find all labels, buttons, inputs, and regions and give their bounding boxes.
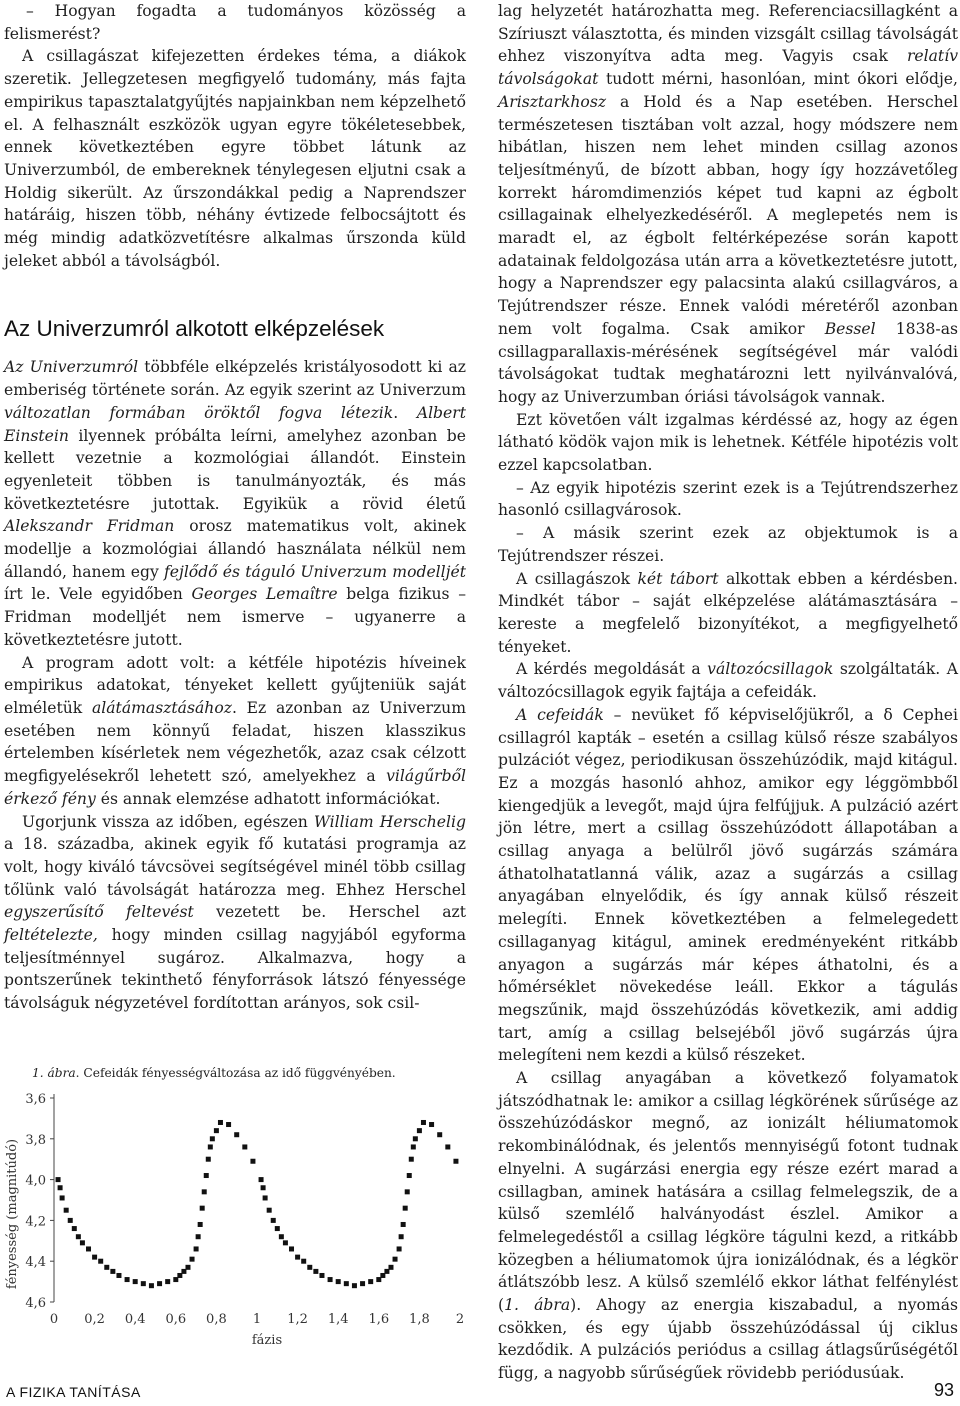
paragraph-nebulae: Ezt követően vált izgalmas kérdéssé az, hogy az égen látható ködök vajon mik is lehetnek. Kétféle hipotézis volt ezzel kapcsolatban.	[498, 410, 958, 475]
paragraph-intro-question: – Hogyan fogadta a tudományos közösség a felismerést?	[4, 2, 466, 43]
text-run: és annak elemzése adhatott információkat.	[95, 789, 441, 808]
data-point	[206, 1157, 211, 1162]
text-run: .	[393, 403, 417, 422]
data-point	[301, 1259, 306, 1264]
paragraph-herschel	[4, 811, 466, 1015]
italic-text-run: alátámasztásához	[91, 698, 232, 717]
data-point	[204, 1173, 209, 1178]
italic-text-run: Az Univerzumról	[4, 358, 139, 377]
x-tick-label: 0,8	[206, 1312, 227, 1327]
text-run: A program adott volt: a kétféle hipotézis híveinek empirikus adatokat, tényeket kellett gyűjteniük saját elméletük	[4, 653, 466, 717]
data-point	[80, 1240, 85, 1245]
data-point	[445, 1144, 450, 1149]
text-run: alkottak ebben a kérdésben. Mindkét tábor – saját elképzelése alátámasztására – kereste a megfelelő bizonyítékot, a megfigyelhető tényeket.	[498, 569, 958, 656]
data-point	[429, 1122, 434, 1127]
text-run: . Ez azonban az Univerzum esetében nem könnyű feladat, hiszen klasszikus értelemben kísérletek nem végezhetők, azaz csak célzott megfigyelésekről lehetett szó, amelyekhez a	[4, 698, 466, 786]
data-point	[283, 1240, 288, 1245]
data-point	[68, 1218, 73, 1223]
page-number: 93	[933, 1380, 954, 1400]
data-point	[200, 1206, 205, 1211]
right-column	[498, 0, 958, 1385]
data-point	[407, 1173, 412, 1178]
x-tick-label: 0,4	[124, 1312, 146, 1327]
paragraph-two-camps	[498, 568, 958, 659]
data-point	[110, 1269, 115, 1274]
text-run: lag helyzetét határozhatta meg. Referenciacsillagként a Szíriuszt választotta, és minden vizsgált csillag távolságát ehhez viszonyítva adta meg. Vagyis csak	[498, 2, 958, 66]
data-point	[437, 1132, 442, 1137]
data-point	[421, 1120, 426, 1125]
data-point	[413, 1136, 418, 1141]
data-point	[405, 1189, 410, 1194]
text-run: A csillagászok	[516, 569, 638, 588]
y-tick-label: 3,8	[25, 1132, 46, 1148]
y-tick-label: 4,4	[25, 1255, 46, 1271]
y-tick-label: 4,6	[25, 1296, 46, 1311]
paragraph-processes	[498, 1067, 958, 1385]
data-point	[263, 1195, 268, 1200]
italic-text-run: Albert Einstein	[4, 403, 466, 445]
data-point	[56, 1177, 61, 1182]
italic-text-run: világűrből érkező fény	[4, 767, 466, 808]
data-point	[185, 1265, 190, 1270]
text-run: Ugorjunk vissza az időben, egészen	[22, 812, 314, 831]
data-point	[411, 1144, 416, 1149]
figure-label: 1. ábra	[32, 1066, 76, 1080]
text-run: a 18. századba, akinek egyik fő kutatási programja az volt, hogy kiváló távcsövei segítségével minél több csillag tőlünk való távolságát határozza meg. Ehhez Herschel	[4, 835, 466, 899]
data-point	[125, 1277, 130, 1282]
text-run: orosz matematikus volt, akinek modellje a kozmológiai állandó használata nélkül nem állandó, hanem egy	[4, 517, 466, 581]
data-point	[157, 1281, 162, 1286]
data-point	[307, 1265, 312, 1270]
data-point	[328, 1277, 333, 1282]
text-run: többféle elképzelés kristályosodott ki az emberiség története során. Az egyik szerint az Univerzum	[4, 358, 466, 400]
data-point	[360, 1281, 365, 1286]
y-tick-label: 4,0	[25, 1173, 46, 1189]
paragraph-hypothesis-2: – A másik szerint ezek az objektumok is a Tejútrendszer részei.	[498, 524, 958, 565]
data-point	[208, 1144, 213, 1149]
data-point	[279, 1234, 284, 1239]
italic-text-run: Georges Lemaître	[191, 585, 338, 604]
italic-text-run: Arisztarkhosz	[498, 92, 607, 111]
data-point	[202, 1189, 207, 1194]
data-point	[250, 1159, 255, 1164]
italic-text-run: feltételezte,	[4, 926, 98, 945]
data-point	[336, 1279, 341, 1284]
data-point	[417, 1128, 422, 1133]
data-point	[76, 1234, 81, 1239]
paragraph-program	[4, 652, 466, 811]
italic-text-run: Bessel	[824, 319, 876, 338]
italic-text-run: változatlan formában öröktől fogva létezik	[4, 403, 394, 422]
italic-text-run: A cefeidák	[516, 705, 604, 724]
text-run: A csillag anyagában a következő folyamatok játszódhatnak le: amikor a csillag légkörének sűrűsége az összehúzódáskor megnő, az ionizált héliumatomok rekombinálódnak, és jelentős mennyiségű fotont tudnak elnyelni. A sugárzási energia egy része ezért marad a csillagban, aminek hatására a csillag felmelegszik, de a külső szemlélő halványodást észlel. Amikor a felmelegedéstől a csillag légköre tágulni kezd, a ritkább közegben a héliumatomok újra ionizálódnak, és a légkör átlátszóbb lesz. A külső szemlélő ekkor láthat felfénylést (	[498, 1069, 958, 1315]
x-tick-label: 0	[49, 1312, 59, 1327]
x-tick-label: 0,2	[84, 1312, 105, 1327]
x-tick-label: 2	[455, 1312, 465, 1327]
data-point	[393, 1257, 398, 1262]
figure-caption-text: . Cefeidák fényességváltozása az idő függvényében.	[75, 1066, 396, 1080]
chart-labels	[5, 1092, 464, 1348]
data-point	[116, 1273, 121, 1278]
data-point	[104, 1265, 109, 1270]
paragraph-hypothesis-1: – Az egyik hipotézis szerint ezek is a Tejútrendszerhez hasonló csillagvárosok.	[498, 478, 958, 520]
data-point	[242, 1144, 247, 1149]
data-point	[58, 1185, 63, 1190]
data-point	[210, 1136, 215, 1141]
text-run: – nevüket fő képviselőjükről, a δ Cephei csillagról kapták – esetén a csillag külső része szabályos pulzációt végez, periodikusan összehúzódik, majd kitágul. Ez a mozgás hasonló ahhoz, amikor egy léggömbből kiengedjük a levegőt, majd újra felfújjuk. A pulzáció azért jön létre, mert a csillag összehúzódott állapotában a csillag anyaga a belülről jövő sugárzás számára áthatolhatatlanná válik, azaz a sugárzás a csillag anyagában elnyelődik, és így annak külső részeit melegíti. Ennek következtében a felmelegedett csillaganyag kitágul, aminek eredményeként ritkább anyagon a sugárzás már képes áthatolni, és a hőmérséklet növekedése leáll. Ekkor a tágulás megszűnik, majd összehúzódás következik, ami addig tart, amíg a csillag belsejéből jövő sugárzás újra melegíteni nem kezdi a külső részeket.	[498, 705, 959, 1065]
data-point	[149, 1283, 154, 1288]
section-heading: Az Univerzumról alkotott elképzelések	[4, 316, 385, 342]
chart-points	[56, 1120, 459, 1288]
x-tick-label: 1,4	[327, 1312, 349, 1327]
data-point	[399, 1234, 404, 1239]
y-tick-label: 3,6	[25, 1092, 46, 1107]
data-point	[267, 1208, 272, 1213]
x-tick-label: 1,8	[409, 1312, 430, 1327]
data-point	[289, 1246, 294, 1251]
paragraph-cepheids	[498, 704, 958, 1067]
text-run: ). Ahogy az energia kiszabadul, a nyomás csökken, és egy újabb összehúzódással új ciklus kezdődik. A pulzációs periódus a csillag átlagsűrűségétől függ, a nagyobb sűrűségűek rövidebb periódusúak.	[498, 1296, 958, 1383]
italic-text-run: 1. ábra	[504, 1296, 571, 1315]
text-run: a Hold és a Nap esetében. Herschel természetesen tisztában volt azzal, hogy módszere nem hibátlan, hiszen nem lehet minden csillag azonos teljesítményű, de bízott abban, hogy így hozzávetőleg korrekt háromdimenziós képet tud kapni az égbolt csillagainak elhelyezkedéséről. A meglepetés nem is maradt el, az égbolt feltérképezése során kapott adatainak feldolgozása után arra a következtetésre jutott, hogy a Naprendszer egy palacsinta alakú csillagváros, a Tejútrendszer része. Ennek valódi méretéről azonban nem volt fogalma. Csak amikor	[498, 92, 958, 338]
data-point	[397, 1246, 402, 1251]
italic-text-run: egyszerűsítő feltevést	[4, 903, 194, 922]
data-point	[259, 1177, 264, 1182]
data-point	[319, 1273, 324, 1278]
data-point	[72, 1226, 77, 1231]
data-point	[271, 1218, 276, 1223]
text-run: tudott mérni, hasonlóan, mint ókori elődje,	[598, 70, 958, 89]
data-point	[409, 1157, 414, 1162]
data-point	[313, 1269, 318, 1274]
data-point	[190, 1257, 195, 1262]
text-run: 1838-as csillagparallaxis-mérésének segítségével már valódi távolságokat tudtak meghatározni lett nyilvánvalóvá, hogy az Univerzumban óriási távolságok vannak.	[498, 319, 958, 406]
figure-caption	[32, 1066, 396, 1080]
italic-text-run: változócsillagok	[707, 660, 834, 679]
text-run: hogy minden csillag nagyjából egyforma teljesítménnyel sugároz. Alkalmazva, hogy a pontszerűnek tekinthető fényforrások látszó fényessége távolságuk négyzetével fordítottan arányos, sok csil-	[4, 926, 466, 1013]
paragraph-relative-distances	[498, 0, 958, 409]
data-point	[401, 1222, 406, 1227]
data-point	[344, 1281, 349, 1286]
data-point	[86, 1246, 91, 1251]
data-point	[98, 1259, 103, 1264]
y-tick-label: 4,2	[25, 1214, 46, 1230]
data-point	[234, 1132, 239, 1137]
data-point	[453, 1159, 458, 1164]
data-point	[218, 1120, 223, 1125]
data-point	[226, 1122, 231, 1127]
left-column	[4, 0, 466, 1015]
x-axis-label: fázis	[251, 1333, 283, 1348]
data-point	[165, 1279, 170, 1284]
data-point	[194, 1246, 199, 1251]
chart-axes	[50, 1094, 54, 1302]
data-point	[275, 1226, 280, 1231]
italic-text-run: fejlődő és táguló Univerzum modelljét	[163, 562, 466, 581]
data-point	[92, 1255, 97, 1260]
text-run: belga fizikus – Fridman modelljét nem ismerve – ugyanerre a következtetésre jutott.	[4, 585, 466, 649]
x-tick-label: 0,6	[165, 1312, 187, 1327]
paragraph-models	[4, 356, 466, 651]
data-point	[133, 1279, 138, 1284]
data-point	[368, 1279, 373, 1284]
data-point	[352, 1283, 357, 1288]
paragraph-variable-stars	[498, 658, 958, 703]
data-point	[403, 1206, 408, 1211]
data-point	[388, 1265, 393, 1270]
data-point	[196, 1234, 201, 1239]
text-run: ilyennek próbálta leírni, amelyhez azonban be kellett vezetnie a kozmológiai állandót. Einstein egyenleteit többen is tanulmányozták, és más következtetésre jutottak. Egyikük a rövid életű	[4, 426, 466, 513]
text-run: írt le. Vele egyidőben	[4, 585, 192, 604]
data-point	[214, 1128, 219, 1133]
italic-text-run: két tábort	[637, 569, 719, 588]
data-point	[60, 1195, 65, 1200]
data-point	[141, 1281, 146, 1286]
data-point	[261, 1185, 266, 1190]
text-run: szolgáltaták. A változócsillagok egyik fajtája a cefeidák.	[498, 660, 958, 702]
text-run: vezetett be. Herschel azt	[193, 903, 467, 922]
cepheid-light-curve-chart	[0, 1080, 480, 1348]
paragraph-intro: A csillagászat kifejezetten érdekes téma, a diákok szeretik. Jellegzetesen megfigyelő tudomány, más fajta empirikus tapasztalatgyűjtés napjainkban nem képzelhető el. A felhasznált eszközök ugyan egyre tökéletesebbek, ennek következtében egyre többet látunk az Univerzumból, de embereknek ténylegesen eljutni csak a Holdig sikerült. Az űrszondákkal pedig a Naprendszer határáig, hiszen több, néhány évtizede felbocsájtott és még mindig adatközvetítésre alkalmas űrszonda küld jeleket abból a távolságból.	[4, 47, 466, 270]
x-tick-label: 1,6	[368, 1312, 390, 1327]
x-tick-label: 1,2	[287, 1312, 308, 1327]
data-point	[64, 1208, 69, 1213]
italic-text-run: William Herschelig	[313, 812, 466, 831]
italic-text-run: relatív távolságokat	[498, 47, 958, 89]
data-point	[198, 1222, 203, 1227]
footer-journal-name: A FIZIKA TANÍTÁSA	[6, 1384, 141, 1400]
x-tick-label: 1	[252, 1312, 262, 1327]
data-point	[295, 1255, 300, 1260]
italic-text-run: Alekszandr Fridman	[4, 517, 175, 536]
text-run: A kérdés megoldását a	[516, 660, 708, 679]
y-axis-label: fényesség (magnitúdó)	[5, 1138, 20, 1290]
